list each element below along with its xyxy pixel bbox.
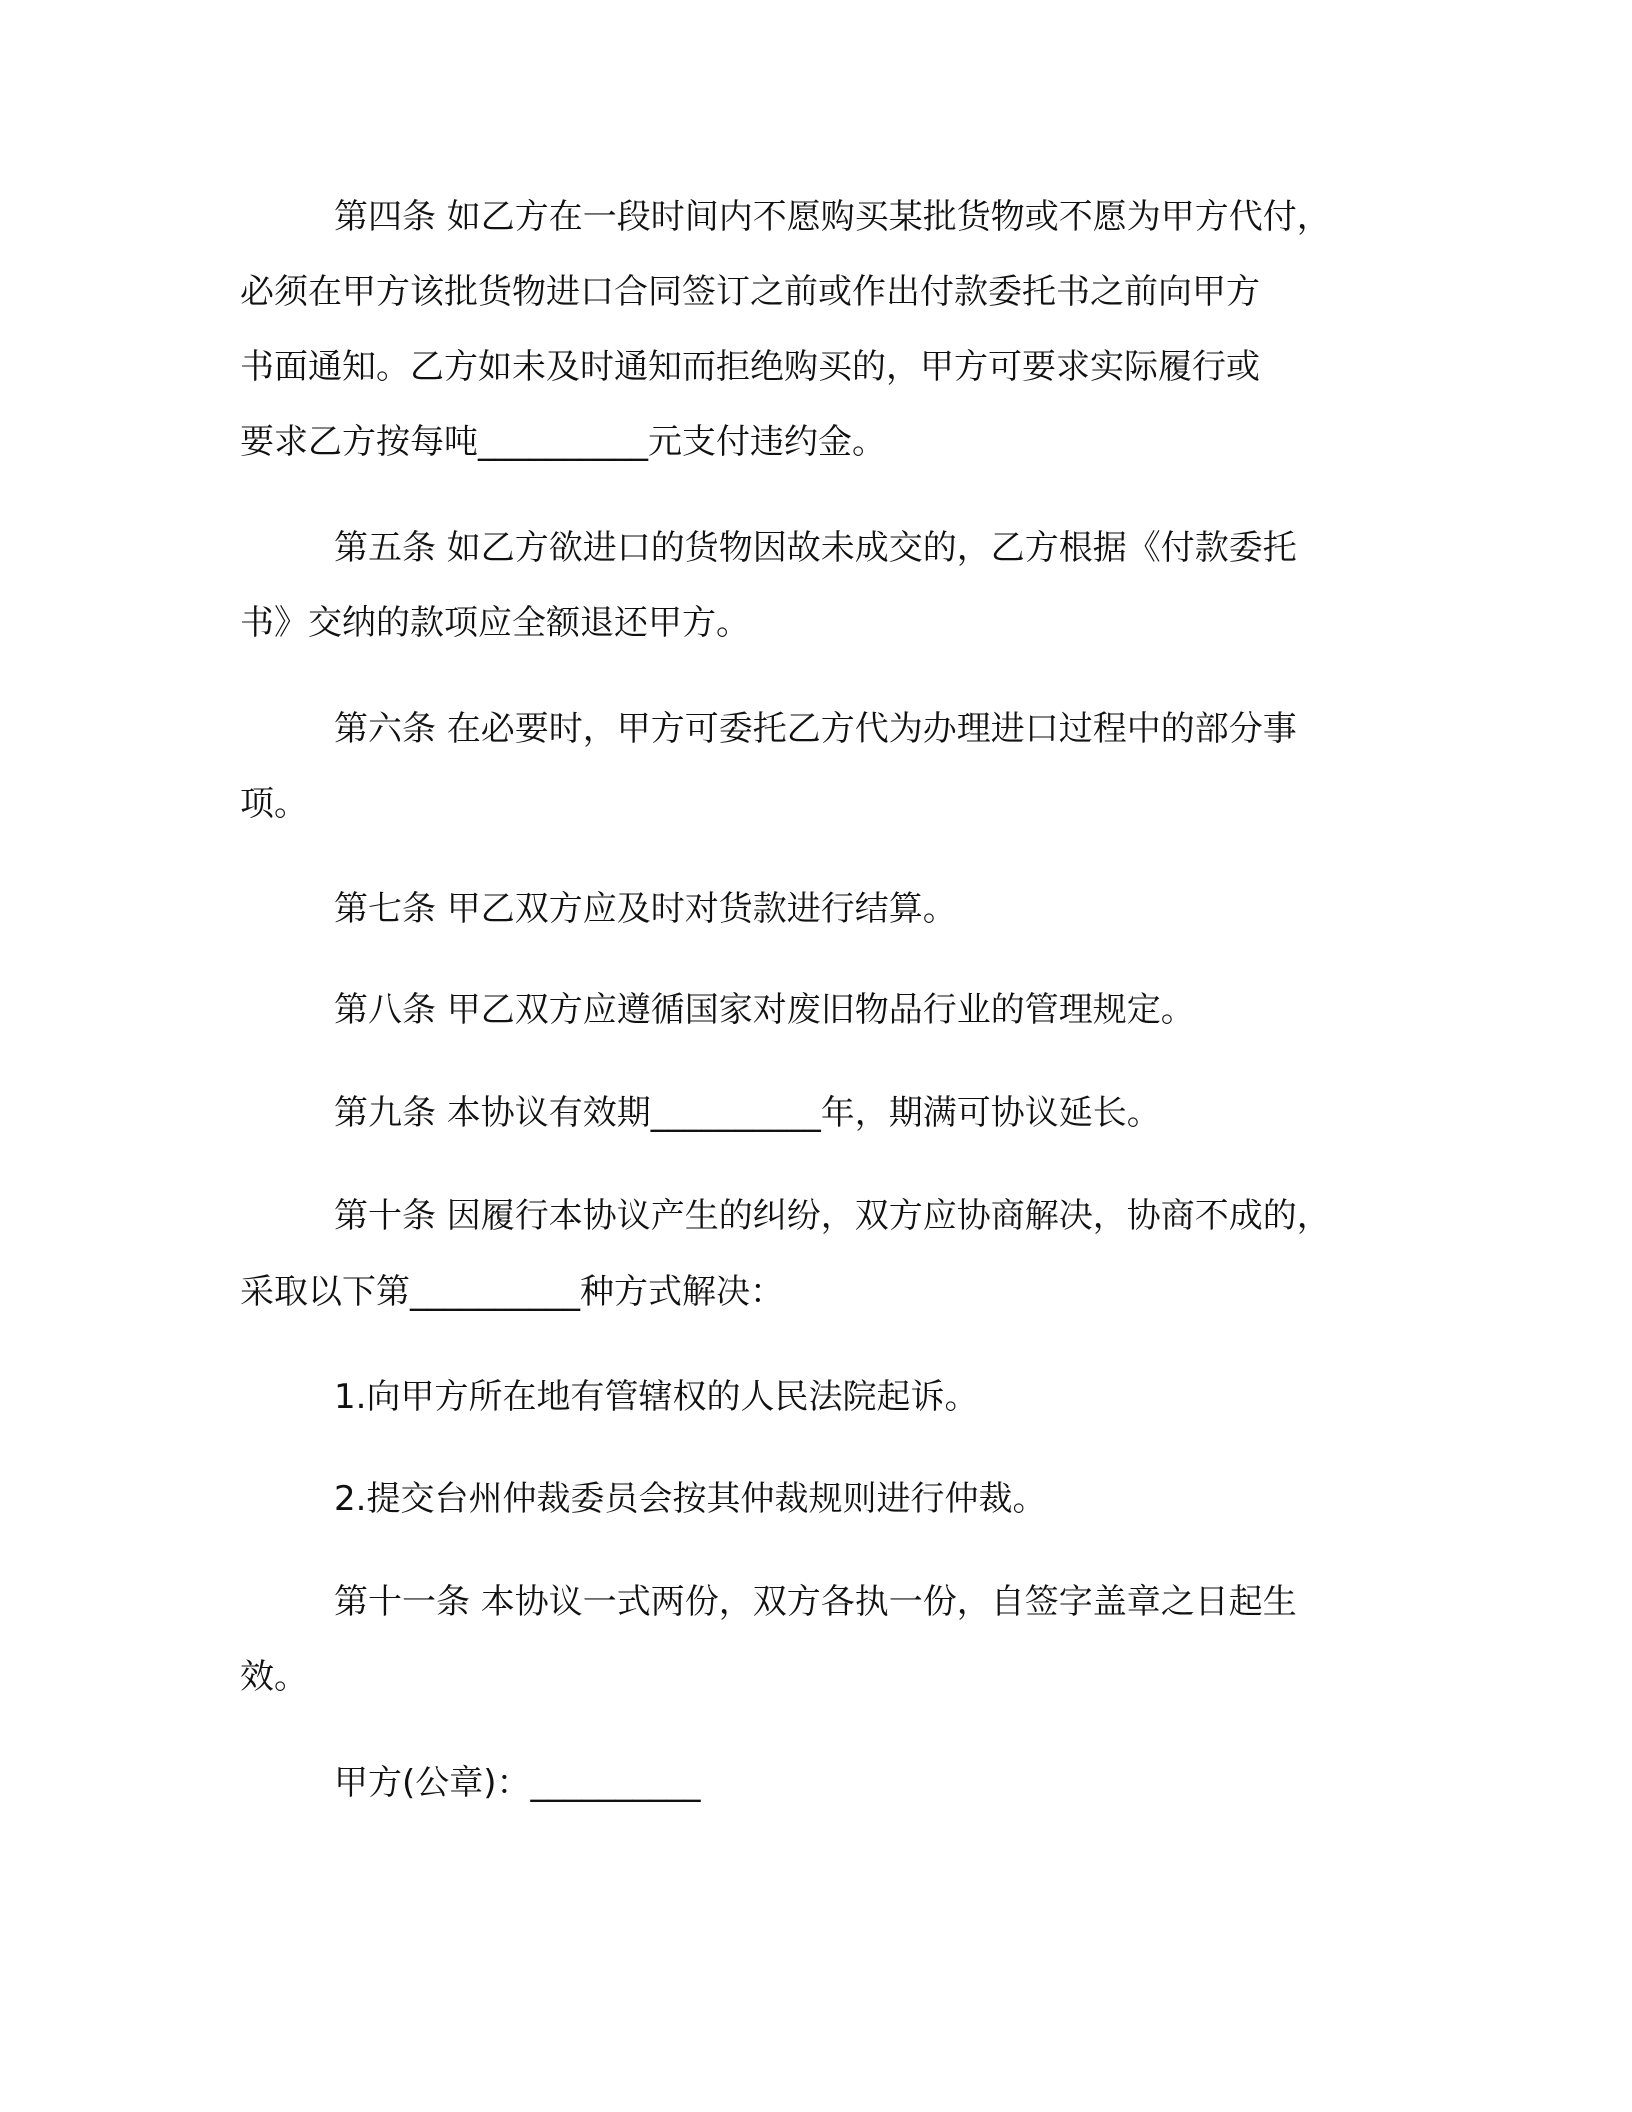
article-11-line-2: 效。: [240, 1657, 308, 1697]
article-8-line-1: 第八条 甲乙双方应遵循国家对废旧物品行业的管理规定。: [334, 990, 1195, 1030]
article-10-option-1: 1.向甲方所在地有管辖权的人民法院起诉。: [334, 1377, 979, 1417]
article-4-line-4: 要求乙方按每吨__________元支付违约金。: [240, 422, 886, 462]
article-6-line-2: 项。: [240, 784, 308, 824]
article-10-line-1: 第十条 因履行本协议产生的纠纷，双方应协商解决，协商不成的，: [334, 1196, 1331, 1236]
article-10-option-2: 2.提交台州仲裁委员会按其仲裁规则进行仲裁。: [334, 1479, 1047, 1519]
article-10-line-2: 采取以下第__________种方式解决：: [240, 1272, 784, 1312]
party-a-seal-line: 甲方(公章)：__________: [334, 1763, 701, 1803]
article-4-line-1: 第四条 如乙方在一段时间内不愿购买某批货物或不愿为甲方代付，: [334, 197, 1331, 237]
article-7-line-1: 第七条 甲乙双方应及时对货款进行结算。: [334, 889, 957, 929]
article-4-line-2: 必须在甲方该批货物进口合同签订之前或作出付款委托书之前向甲方: [240, 272, 1260, 312]
article-5-line-2: 书》交纳的款项应全额退还甲方。: [240, 603, 750, 643]
article-4-line-3: 书面通知。乙方如未及时通知而拒绝购买的，甲方可要求实际履行或: [240, 347, 1260, 387]
article-6-line-1: 第六条 在必要时，甲方可委托乙方代为办理进口过程中的部分事: [334, 709, 1297, 749]
article-5-line-1: 第五条 如乙方欲进口的货物因故未成交的，乙方根据《付款委托: [334, 528, 1297, 568]
article-9-line-1: 第九条 本协议有效期__________年，期满可协议延长。: [334, 1093, 1161, 1133]
article-11-line-1: 第十一条 本协议一式两份，双方各执一份，自签字盖章之日起生: [334, 1582, 1297, 1622]
